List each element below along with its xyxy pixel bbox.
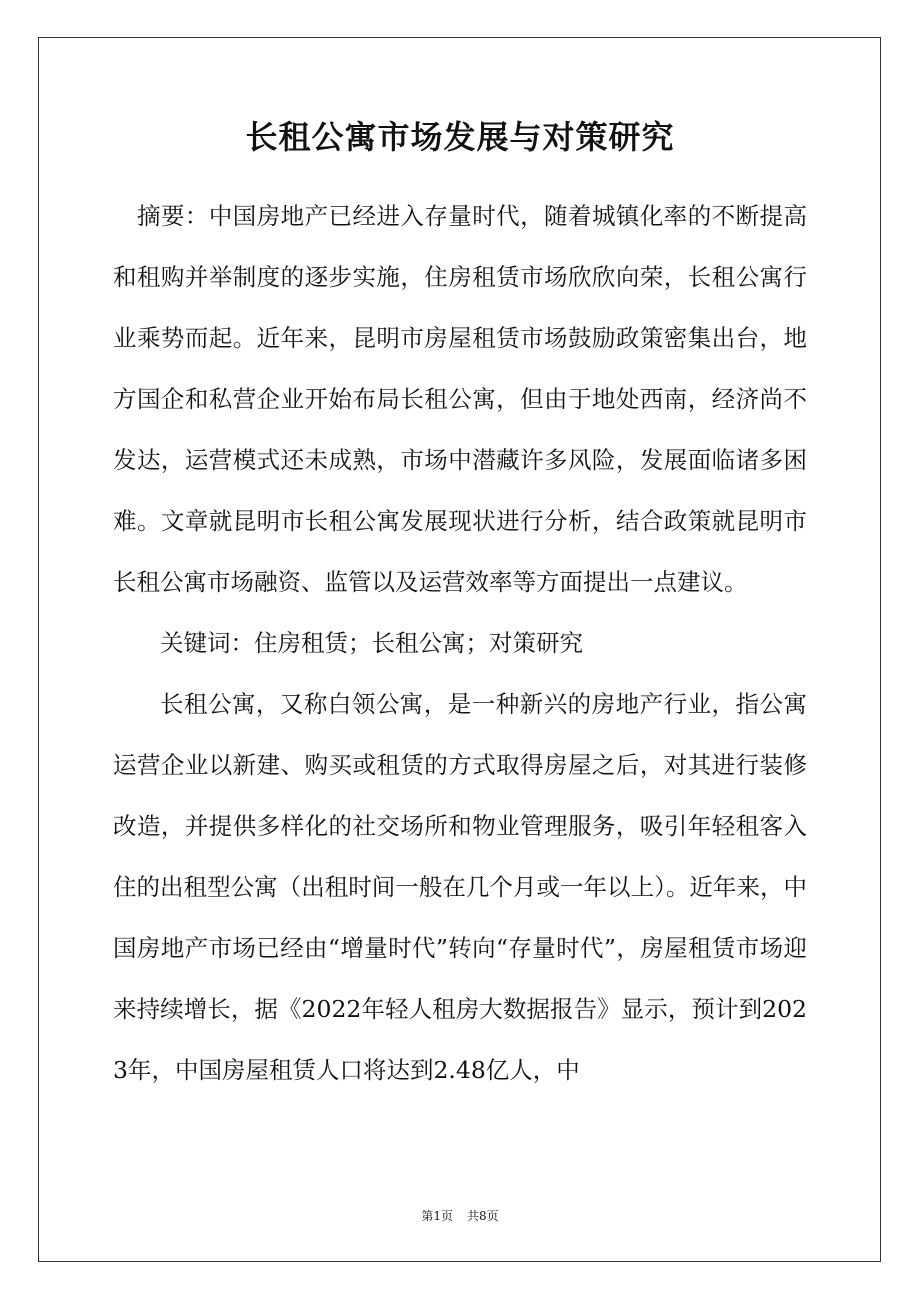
document-body bbox=[113, 186, 807, 1101]
page-total: 共8页 bbox=[467, 1209, 499, 1223]
abstract-paragraph: 摘要：中国房地产已经进入存量时代，随着城镇化率的不断提高和租购并举制度的逐步实施，住房租赁市场欣欣向荣，长租公寓行业乘势而起。近年来，昆明市房屋租赁市场鼓励政策密集出台，地方国企和私营企业开始布局长租公寓，但由于地处西南，经济尚不发达，运营模式还未成熟，市场中潜藏许多风险，发展面临诸多困难。文章就昆明市长租公寓发展现状进行分析，结合政策就昆明市长租公寓市场融资、监管以及运营效率等方面提出一点建议。 bbox=[113, 202, 807, 596]
keywords-paragraph: 关键词：住房租赁；长租公寓；对策研究 bbox=[160, 629, 583, 657]
page-number: 第1页 bbox=[421, 1209, 453, 1223]
document-title: 长租公寓市场发展与对策研究 bbox=[245, 118, 675, 156]
page-footer bbox=[0, 1208, 920, 1224]
intro-paragraph: 长租公寓，又称白领公寓，是一种新兴的房地产行业，指公寓运营企业以新建、购买或租赁的方式取得房屋之后，对其进行装修改造，并提供多样化的社交场所和物业管理服务，吸引年轻租客入住的出租型公寓（出租时间一般在几个月或一年以上）。近年来，中国房地产市场已经由“增量时代”转向“存量时代”，房屋租赁市场迎来持续增长，据《2022年轻人租房大数据报告》显示，预计到2023年，中国房屋租赁人口将达到2.48亿人，中 bbox=[113, 690, 807, 1084]
